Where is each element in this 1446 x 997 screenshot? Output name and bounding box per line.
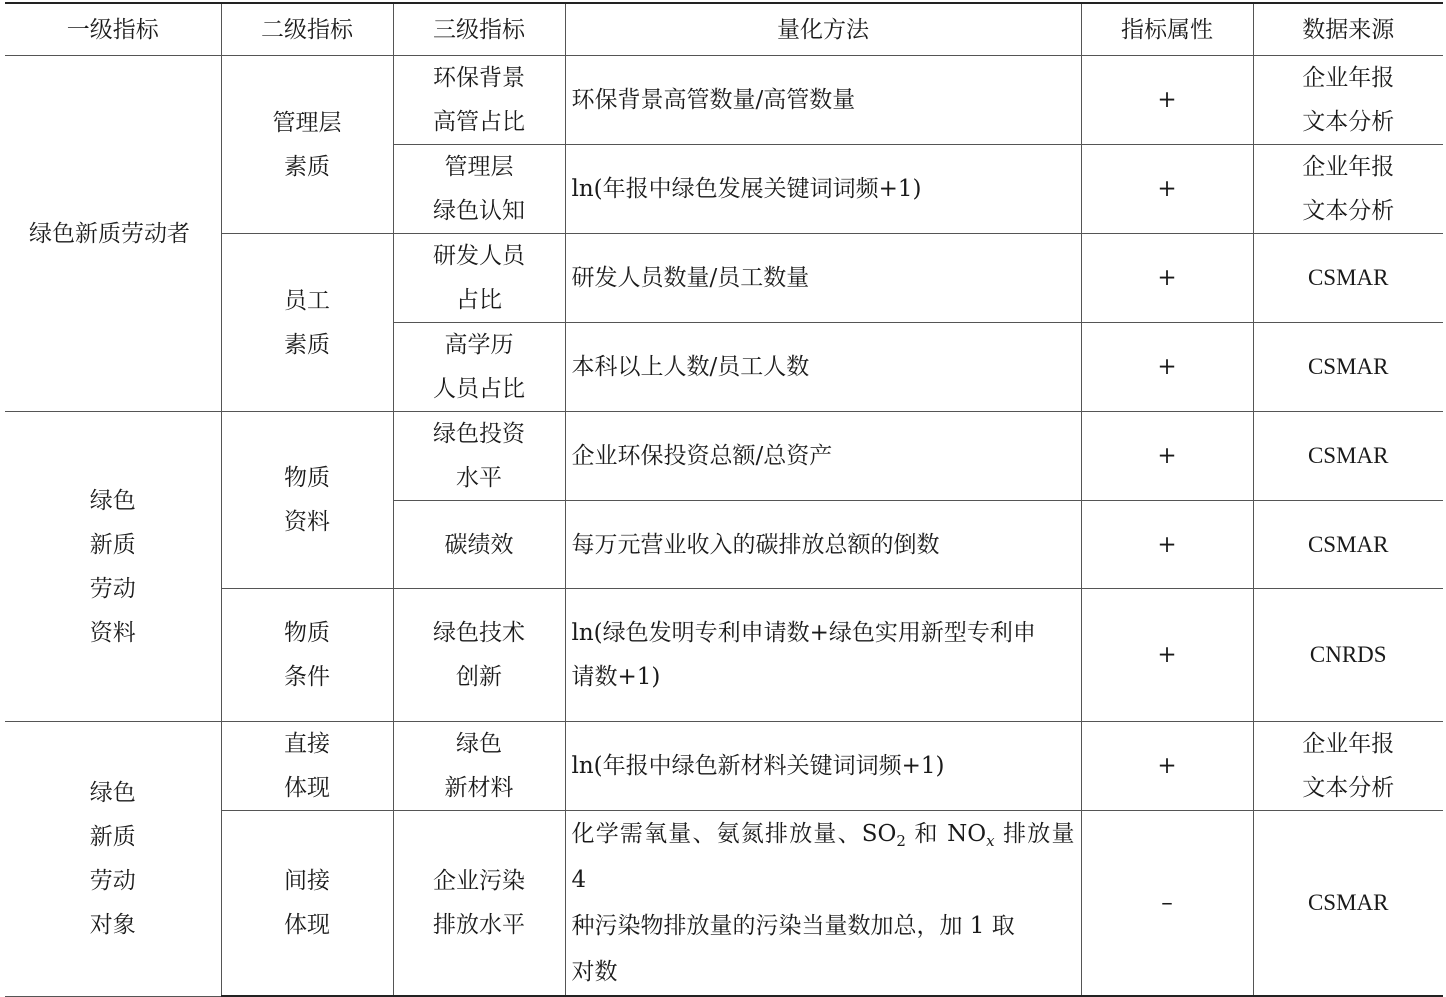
- header-attribute: 指标属性: [1081, 3, 1253, 56]
- attribute-cell: +: [1081, 234, 1253, 323]
- level3-cell: 环保背景 高管占比: [393, 56, 565, 145]
- level2-material: 物质 资料: [221, 412, 393, 589]
- source-cell: CSMAR: [1253, 501, 1443, 589]
- table-row: [5, 722, 1443, 811]
- method-cell: [565, 811, 1081, 997]
- attribute-cell: +: [1081, 501, 1253, 589]
- header-level3: 三级指标: [393, 3, 565, 56]
- level3-cell: 绿色 新材料: [393, 722, 565, 811]
- method-cell: 环保背景高管数量/高管数量: [565, 56, 1081, 145]
- table-row: [5, 234, 1443, 323]
- header-level1: 一级指标: [5, 3, 221, 56]
- level3-cell: 管理层 绿色认知: [393, 145, 565, 234]
- level3-cell: 企业污染 排放水平: [393, 811, 565, 997]
- level3-cell: 绿色投资 水平: [393, 412, 565, 501]
- attribute-cell: +: [1081, 412, 1253, 501]
- level2-staff: 员工 素质: [221, 234, 393, 412]
- attribute-cell: +: [1081, 145, 1253, 234]
- table-row: [5, 412, 1443, 501]
- level3-cell: 绿色技术 创新: [393, 589, 565, 722]
- level1-object: 绿色 新质 劳动 对象: [5, 722, 221, 997]
- attribute-cell: +: [1081, 56, 1253, 145]
- level3-cell: 高学历 人员占比: [393, 323, 565, 412]
- attribute-cell: –: [1081, 811, 1253, 997]
- header-row: [5, 3, 1443, 56]
- method-cell: 企业环保投资总额/总资产: [565, 412, 1081, 501]
- source-cell: 企业年报 文本分析: [1253, 56, 1443, 145]
- method-line-1: 化学需氧量、氨氮排放量、$SO_2$ 和 $NO_x$ 排放量 4: [571, 821, 1075, 893]
- header-level2: 二级指标: [221, 3, 393, 56]
- level1-means: 绿色 新质 劳动 资料: [5, 412, 221, 722]
- method-line-2: 种污染物排放量的污染当量数加总，加 1 取: [571, 913, 1015, 939]
- attribute-cell: +: [1081, 323, 1253, 412]
- table-row: [5, 589, 1443, 722]
- table-row: [5, 56, 1443, 145]
- source-cell: CSMAR: [1253, 811, 1443, 997]
- method-cell: ln(年报中绿色发展关键词词频+1): [565, 145, 1081, 234]
- header-source: 数据来源: [1253, 3, 1443, 56]
- source-cell: 企业年报 文本分析: [1253, 722, 1443, 811]
- level2-direct: 直接 体现: [221, 722, 393, 811]
- level1-labor: [5, 56, 221, 412]
- header-method: 量化方法: [565, 3, 1081, 56]
- level1-labor-label: 绿色新质劳动者: [29, 220, 190, 247]
- source-cell: CNRDS: [1253, 589, 1443, 722]
- source-cell: CSMAR: [1253, 323, 1443, 412]
- method-cell: 研发人员数量/员工数量: [565, 234, 1081, 323]
- method-line-3: 对数: [571, 959, 618, 985]
- level2-condition: 物质 条件: [221, 589, 393, 722]
- source-cell: CSMAR: [1253, 234, 1443, 323]
- attribute-cell: +: [1081, 722, 1253, 811]
- method-cell: ln(绿色发明专利申请数+绿色实用新型专利申 请数+1): [565, 589, 1081, 722]
- source-cell: 企业年报 文本分析: [1253, 145, 1443, 234]
- level3-cell: 研发人员 占比: [393, 234, 565, 323]
- attribute-cell: +: [1081, 589, 1253, 722]
- level3-cell: 碳绩效: [393, 501, 565, 589]
- method-cell: 本科以上人数/员工人数: [565, 323, 1081, 412]
- method-cell: 每万元营业收入的碳排放总额的倒数: [565, 501, 1081, 589]
- indicator-table: [5, 2, 1443, 997]
- level2-indirect: 间接 体现: [221, 811, 393, 997]
- source-cell: CSMAR: [1253, 412, 1443, 501]
- table-row: [5, 811, 1443, 997]
- level2-mgmt: 管理层 素质: [221, 56, 393, 234]
- method-cell: ln(年报中绿色新材料关键词词频+1): [565, 722, 1081, 811]
